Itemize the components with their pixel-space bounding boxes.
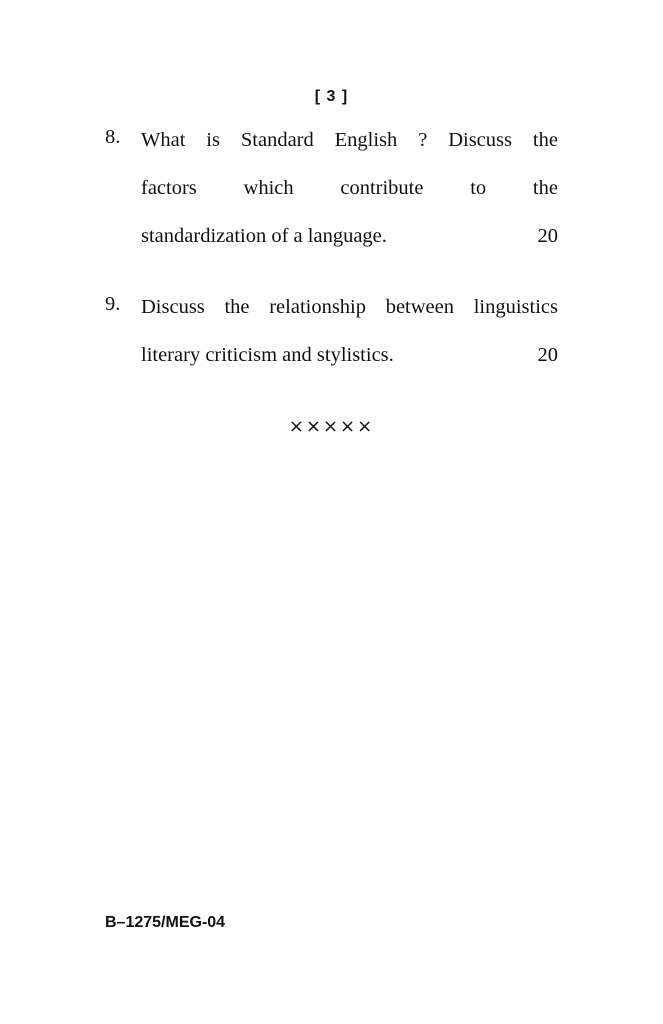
word: What xyxy=(141,129,186,151)
word: the xyxy=(532,129,558,151)
word: linguistics xyxy=(473,296,558,318)
word: Standard xyxy=(240,129,314,151)
word: to xyxy=(470,177,487,199)
word: between xyxy=(385,296,454,318)
page-number: [ 3 ] xyxy=(314,88,349,105)
word: ? xyxy=(418,129,428,151)
word: factors xyxy=(141,177,197,199)
word: is xyxy=(206,129,220,151)
question-line xyxy=(141,293,558,321)
question-text: standardization of a language. xyxy=(141,225,387,247)
word: the xyxy=(224,296,250,318)
question-text: literary criticism and stylistics. xyxy=(141,344,394,366)
question-8 xyxy=(105,126,560,256)
word: Discuss xyxy=(448,129,512,151)
word: the xyxy=(532,177,558,199)
question-line xyxy=(141,341,558,369)
end-of-paper-marker: ××××× xyxy=(288,416,375,437)
word: relationship xyxy=(269,296,367,318)
question-marks: 20 xyxy=(537,225,558,247)
question-number: 8. xyxy=(105,126,121,148)
question-line xyxy=(141,174,558,202)
question-line xyxy=(141,222,558,250)
question-line xyxy=(141,126,558,154)
word: English xyxy=(334,129,398,151)
question-marks: 20 xyxy=(537,344,558,366)
question-9 xyxy=(105,293,560,375)
question-number: 9. xyxy=(105,293,121,315)
word: which xyxy=(243,177,294,199)
word: contribute xyxy=(340,177,424,199)
word: Discuss xyxy=(141,296,205,318)
paper-code: B–1275/MEG-04 xyxy=(105,914,226,931)
